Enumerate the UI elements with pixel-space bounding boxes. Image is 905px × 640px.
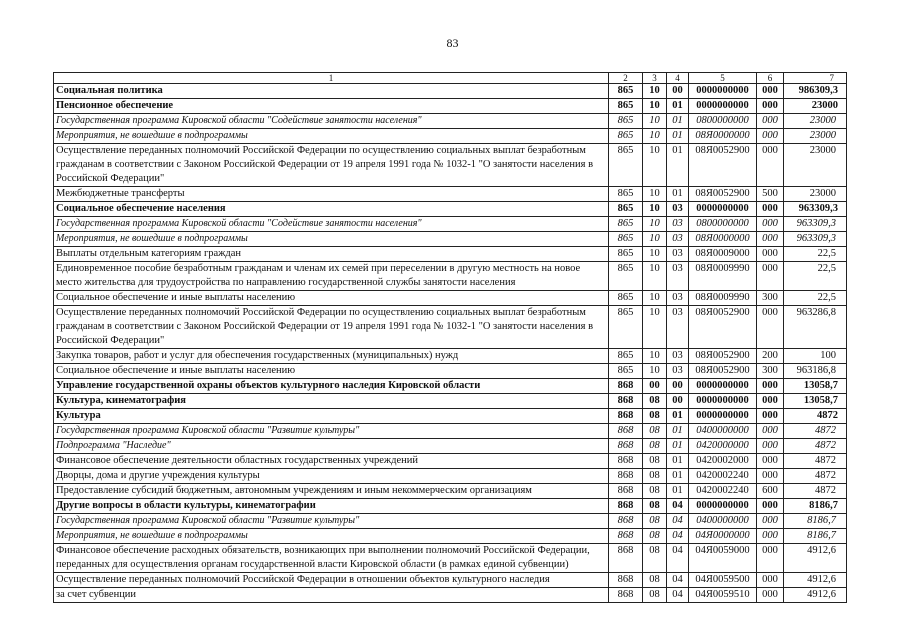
code-section: 10 [643,84,667,99]
code-subsection: 01 [667,99,689,114]
table-row [54,588,847,603]
table-row [54,99,847,114]
code-expense-type: 500 [757,187,784,202]
code-ministry: 865 [609,349,643,364]
code-expense-type: 000 [757,499,784,514]
code-ministry: 868 [609,499,643,514]
amount: 23000 [784,129,847,144]
code-expense-type: 600 [757,484,784,499]
header-row [54,73,847,84]
code-ministry: 865 [609,114,643,129]
amount: 963309,3 [784,217,847,232]
table-row [54,514,847,529]
code-subsection: 00 [667,84,689,99]
amount: 4872 [784,439,847,454]
code-target: 08Я0009990 [689,262,757,291]
item-name: Осуществление переданных полномочий Российской Федерации по осуществлению социальных выплат безработным гражданам в соответствии с Законом Российской Федерации от 19 апреля 1991 года № 1032-1 "О занятости населения в Российской Федерации" [54,144,609,187]
item-name: Государственная программа Кировской области "Развитие культуры" [54,424,609,439]
code-target: 0400000000 [689,424,757,439]
code-ministry: 868 [609,424,643,439]
amount: 100 [784,349,847,364]
code-ministry: 868 [609,544,643,573]
code-expense-type: 000 [757,454,784,469]
code-target: 0000000000 [689,379,757,394]
header-cell: 4 [667,73,689,84]
item-name: Дворцы, дома и другие учреждения культуры [54,469,609,484]
code-expense-type: 000 [757,469,784,484]
code-subsection: 01 [667,424,689,439]
code-subsection: 00 [667,379,689,394]
code-target: 0800000000 [689,217,757,232]
code-expense-type: 000 [757,247,784,262]
code-section: 10 [643,291,667,306]
code-target: 0000000000 [689,409,757,424]
item-name: Финансовое обеспечение деятельности областных государственных учреждений [54,454,609,469]
code-section: 10 [643,306,667,349]
code-ministry: 868 [609,573,643,588]
code-subsection: 03 [667,364,689,379]
code-section: 08 [643,499,667,514]
code-section: 10 [643,232,667,247]
code-section: 00 [643,379,667,394]
code-expense-type: 000 [757,439,784,454]
item-name: Закупка товаров, работ и услуг для обеспечения государственных (муниципальных) нужд [54,349,609,364]
table-row [54,484,847,499]
code-target: 0420002240 [689,484,757,499]
item-name: Другие вопросы в области культуры, кинематографии [54,499,609,514]
item-name: за счет субвенции [54,588,609,603]
code-section: 10 [643,114,667,129]
table-row [54,232,847,247]
code-expense-type: 000 [757,529,784,544]
code-ministry: 865 [609,84,643,99]
code-subsection: 01 [667,454,689,469]
code-target: 08Я0052900 [689,187,757,202]
table-row [54,187,847,202]
item-name: Выплаты отдельным категориям граждан [54,247,609,262]
table-row [54,129,847,144]
amount: 4872 [784,469,847,484]
amount: 4872 [784,409,847,424]
code-ministry: 865 [609,262,643,291]
code-ministry: 865 [609,306,643,349]
code-ministry: 865 [609,291,643,306]
code-target: 04Я0059500 [689,573,757,588]
code-ministry: 865 [609,99,643,114]
code-target: 04Я0059000 [689,544,757,573]
code-ministry: 868 [609,394,643,409]
code-ministry: 868 [609,409,643,424]
header-cell: 6 [757,73,784,84]
item-name: Мероприятия, не вошедшие в подпрограммы [54,232,609,247]
code-section: 08 [643,588,667,603]
amount: 4872 [784,484,847,499]
code-target: 04Я0000000 [689,529,757,544]
amount: 8186,7 [784,499,847,514]
amount: 4872 [784,424,847,439]
code-ministry: 865 [609,144,643,187]
table-row [54,439,847,454]
amount: 986309,3 [784,84,847,99]
code-section: 10 [643,202,667,217]
item-name: Пенсионное обеспечение [54,99,609,114]
table-row [54,349,847,364]
code-ministry: 865 [609,187,643,202]
code-expense-type: 300 [757,291,784,306]
code-subsection: 03 [667,306,689,349]
code-subsection: 01 [667,469,689,484]
code-subsection: 03 [667,247,689,262]
code-subsection: 01 [667,187,689,202]
code-expense-type: 000 [757,573,784,588]
code-section: 10 [643,217,667,232]
code-section: 08 [643,529,667,544]
amount: 13058,7 [784,379,847,394]
code-section: 10 [643,262,667,291]
code-expense-type: 000 [757,202,784,217]
code-section: 08 [643,514,667,529]
code-ministry: 865 [609,217,643,232]
amount: 8186,7 [784,529,847,544]
item-name: Мероприятия, не вошедшие в подпрограммы [54,129,609,144]
code-expense-type: 000 [757,379,784,394]
item-name: Государственная программа Кировской области "Развитие культуры" [54,514,609,529]
code-subsection: 04 [667,544,689,573]
code-section: 08 [643,409,667,424]
code-ministry: 868 [609,379,643,394]
table-row [54,379,847,394]
header-cell: 2 [609,73,643,84]
item-name: Социальное обеспечение и иные выплаты населению [54,291,609,306]
code-section: 10 [643,247,667,262]
code-ministry: 865 [609,202,643,217]
item-name: Социальное обеспечение и иные выплаты населению [54,364,609,379]
code-ministry: 865 [609,232,643,247]
table-row [54,394,847,409]
table-row [54,247,847,262]
table-row [54,291,847,306]
code-ministry: 868 [609,588,643,603]
code-section: 08 [643,573,667,588]
code-target: 08Я0052900 [689,349,757,364]
code-subsection: 03 [667,291,689,306]
code-expense-type: 000 [757,394,784,409]
table-row [54,454,847,469]
table-row [54,306,847,349]
code-subsection: 04 [667,499,689,514]
amount: 963186,8 [784,364,847,379]
code-target: 0000000000 [689,394,757,409]
table-row [54,573,847,588]
code-subsection: 04 [667,573,689,588]
code-section: 08 [643,439,667,454]
code-subsection: 04 [667,588,689,603]
code-ministry: 868 [609,439,643,454]
item-name: Государственная программа Кировской области "Содействие занятости населения" [54,217,609,232]
table-row [54,529,847,544]
table-row [54,144,847,187]
item-name: Осуществление переданных полномочий Российской Федерации по осуществлению социальных выплат безработным гражданам в соответствии с Законом Российской Федерации от 19 апреля 1991 года № 1032-1 "О занятости населения в Российской Федерации" [54,306,609,349]
item-name: Финансовое обеспечение расходных обязательств, возникающих при выполнении полномочий Российской Федерации, переданных для осуществления органам государственной власти Кировской области (в рамках единой субвенции) [54,544,609,573]
code-subsection: 01 [667,484,689,499]
code-target: 0420002000 [689,454,757,469]
amount: 23000 [784,114,847,129]
amount: 22,5 [784,247,847,262]
code-expense-type: 200 [757,349,784,364]
code-target: 0000000000 [689,99,757,114]
code-subsection: 01 [667,144,689,187]
table-row [54,114,847,129]
page-number: 83 [446,36,459,50]
code-expense-type: 000 [757,99,784,114]
code-subsection: 01 [667,114,689,129]
code-target: 0400000000 [689,514,757,529]
table-row [54,469,847,484]
table-row [54,202,847,217]
budget-table [53,72,847,603]
table-row [54,217,847,232]
code-subsection: 03 [667,217,689,232]
code-section: 10 [643,364,667,379]
code-subsection: 00 [667,394,689,409]
code-expense-type: 000 [757,129,784,144]
table-row [54,364,847,379]
code-ministry: 865 [609,364,643,379]
code-target: 08Я0000000 [689,129,757,144]
code-section: 08 [643,484,667,499]
amount: 963309,3 [784,232,847,247]
code-expense-type: 000 [757,114,784,129]
code-target: 08Я0052900 [689,364,757,379]
code-subsection: 03 [667,202,689,217]
code-expense-type: 000 [757,306,784,349]
code-ministry: 868 [609,514,643,529]
item-name: Предоставление субсидий бюджетным, автономным учреждениям и иным некоммерческим организациям [54,484,609,499]
code-section: 08 [643,394,667,409]
amount: 4912,6 [784,588,847,603]
amount: 4872 [784,454,847,469]
item-name: Единовременное пособие безработным гражданам и членам их семей при переселении в другую местность на новое место жительства для трудоустройства по направлению государственной службы занятости населения [54,262,609,291]
amount: 4912,6 [784,544,847,573]
item-name: Мероприятия, не вошедшие в подпрограммы [54,529,609,544]
table-row [54,84,847,99]
item-name: Культура [54,409,609,424]
code-subsection: 03 [667,349,689,364]
code-ministry: 868 [609,484,643,499]
table-row [54,262,847,291]
item-name: Государственная программа Кировской области "Содействие занятости населения" [54,114,609,129]
code-section: 08 [643,424,667,439]
code-section: 10 [643,129,667,144]
header-cell: 7 [784,73,847,84]
code-expense-type: 000 [757,424,784,439]
item-name: Социальное обеспечение населения [54,202,609,217]
code-subsection: 01 [667,409,689,424]
table-row [54,409,847,424]
code-expense-type: 000 [757,544,784,573]
table-row [54,499,847,514]
code-section: 10 [643,99,667,114]
code-target: 0000000000 [689,202,757,217]
item-name: Культура, кинематография [54,394,609,409]
amount: 8186,7 [784,514,847,529]
amount: 963309,3 [784,202,847,217]
amount: 963286,8 [784,306,847,349]
code-section: 08 [643,469,667,484]
code-expense-type: 000 [757,262,784,291]
code-ministry: 868 [609,529,643,544]
code-expense-type: 000 [757,514,784,529]
amount: 22,5 [784,291,847,306]
item-name: Управление государственной охраны объектов культурного наследия Кировской области [54,379,609,394]
code-expense-type: 000 [757,217,784,232]
code-subsection: 04 [667,514,689,529]
code-ministry: 865 [609,129,643,144]
amount: 13058,7 [784,394,847,409]
amount: 22,5 [784,262,847,291]
code-target: 08Я0009000 [689,247,757,262]
item-name: Социальная политика [54,84,609,99]
header-cell: 5 [689,73,757,84]
item-name: Межбюджетные трансферты [54,187,609,202]
code-target: 08Я0009990 [689,291,757,306]
code-ministry: 865 [609,247,643,262]
code-section: 08 [643,544,667,573]
code-expense-type: 000 [757,144,784,187]
code-expense-type: 000 [757,588,784,603]
code-ministry: 868 [609,469,643,484]
code-target: 08Я0052900 [689,306,757,349]
table-row [54,544,847,573]
code-section: 08 [643,454,667,469]
code-expense-type: 000 [757,232,784,247]
code-ministry: 868 [609,454,643,469]
amount: 23000 [784,187,847,202]
code-target: 0800000000 [689,114,757,129]
code-target: 08Я0000000 [689,232,757,247]
item-name: Осуществление переданных полномочий Российской Федерации в отношении объектов культурного наследия [54,573,609,588]
code-target: 0420002240 [689,469,757,484]
code-target: 08Я0052900 [689,144,757,187]
code-subsection: 04 [667,529,689,544]
code-target: 0000000000 [689,84,757,99]
code-expense-type: 000 [757,409,784,424]
code-target: 04Я0059510 [689,588,757,603]
header-cell: 3 [643,73,667,84]
amount: 4912,6 [784,573,847,588]
amount: 23000 [784,99,847,114]
code-section: 10 [643,349,667,364]
code-section: 10 [643,144,667,187]
code-expense-type: 000 [757,84,784,99]
header-cell: 1 [54,73,609,84]
code-target: 0000000000 [689,499,757,514]
code-subsection: 03 [667,262,689,291]
item-name: Подпрограмма "Наследие" [54,439,609,454]
code-section: 10 [643,187,667,202]
code-expense-type: 300 [757,364,784,379]
amount: 23000 [784,144,847,187]
code-subsection: 01 [667,129,689,144]
code-target: 0420000000 [689,439,757,454]
code-subsection: 01 [667,439,689,454]
code-subsection: 03 [667,232,689,247]
table-row [54,424,847,439]
